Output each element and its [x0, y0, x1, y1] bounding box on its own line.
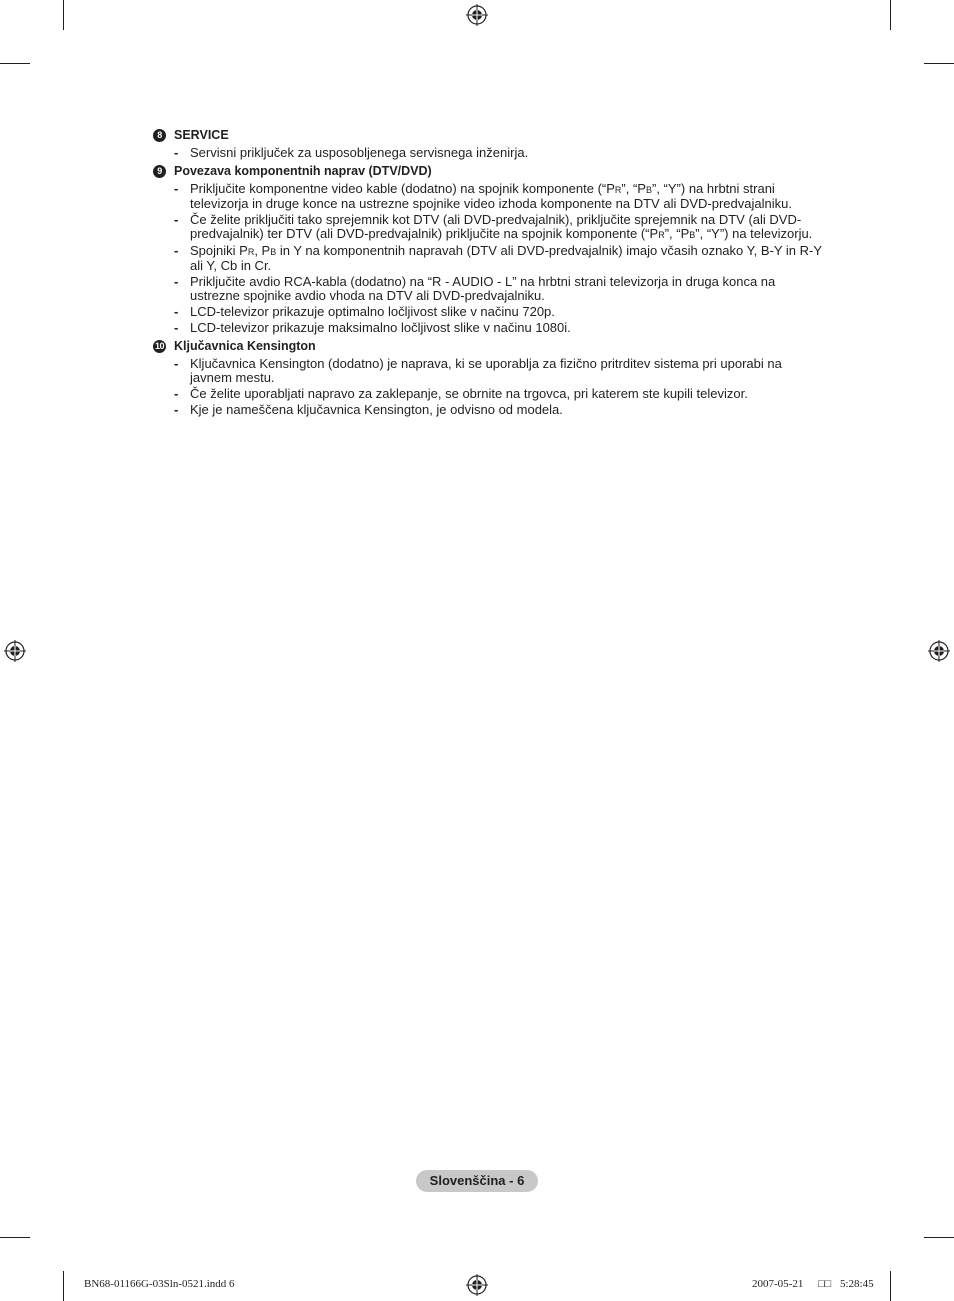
slug-date: 2007-05-21	[752, 1278, 804, 1290]
content	[153, 128, 823, 421]
item-text: Če želite priključiti tako sprejemnik kot DTV (ali DVD-predvajalnik), priključite sprejemnik na DTV (ali DVD-predvajalnik) ter DTV (ali DVD-predvajalnik) priključite na spojnik komponente (“PR”, “PB”, “Y”) na televizorju.	[190, 212, 813, 241]
item-text: LCD-televizor prikazuje optimalno ločljivost slike v načinu 720p.	[190, 304, 555, 319]
dash: -	[174, 181, 179, 196]
section-heading	[153, 128, 823, 142]
item-text: Servisni priključek za usposobljenega servisnega inženirja.	[190, 145, 529, 160]
section-heading	[153, 164, 823, 178]
section-number: 8	[153, 129, 166, 142]
crop-mark	[890, 0, 891, 30]
crop-mark	[63, 1271, 64, 1301]
section-title: Ključavnica Kensington	[174, 339, 316, 353]
registration-mark-icon	[466, 4, 488, 26]
slug-time: 5:28:45	[840, 1278, 874, 1290]
slug-boxes: □□	[818, 1278, 832, 1290]
crop-mark	[0, 1237, 30, 1238]
dash: -	[174, 356, 179, 371]
list-item	[153, 357, 823, 385]
slug-filename: BN68-01166G-03Sln-0521.indd 6	[84, 1278, 235, 1290]
section-number: 9	[153, 165, 166, 178]
list-item	[153, 321, 823, 335]
list-item	[153, 275, 823, 303]
section-kensington	[153, 339, 823, 417]
list-item	[153, 305, 823, 319]
list-item	[153, 213, 823, 242]
registration-mark-icon	[4, 640, 26, 662]
crop-mark	[0, 63, 30, 64]
section-service	[153, 128, 823, 160]
crop-mark	[924, 63, 954, 64]
list-item	[153, 387, 823, 401]
list-item	[153, 182, 823, 211]
item-text: Priključite avdio RCA-kabla (dodatno) na “R - AUDIO - L” na hrbtni strani televizorja in druga konca na ustrezne spojnike avdio vhoda na DTV ali DVD-predvajalniku.	[190, 274, 776, 303]
dash: -	[174, 212, 179, 227]
bullet-list	[153, 182, 823, 335]
item-text: Priključite komponentne video kable (dodatno) na spojnik komponente (“PR”, “PB”, “Y”) na hrbtni strani televizorja in druge konce na ustrezne spojnike video izhoda komponente na DTV ali DVD-predvajalniku.	[190, 181, 792, 211]
item-text: Če želite uporabljati napravo za zaklepanje, se obrnite na trgovca, pri katerem ste kupili televizor.	[190, 386, 748, 401]
dash: -	[174, 320, 179, 335]
list-item	[153, 146, 823, 160]
item-text: LCD-televizor prikazuje maksimalno ločljivost slike v načinu 1080i.	[190, 320, 571, 335]
dash: -	[174, 386, 179, 401]
item-text: Kje je nameščena ključavnica Kensington, je odvisno od modela.	[190, 402, 563, 417]
crop-mark	[890, 1271, 891, 1301]
registration-mark-icon	[466, 1274, 488, 1296]
dash: -	[174, 243, 179, 258]
list-item	[153, 403, 823, 417]
section-title: SERVICE	[174, 128, 229, 142]
section-component	[153, 164, 823, 335]
dash: -	[174, 304, 179, 319]
page-number-label: Slovenščina - 6	[416, 1170, 538, 1192]
bullet-list	[153, 146, 823, 160]
section-heading	[153, 339, 823, 353]
crop-mark	[63, 0, 64, 30]
section-title: Povezava komponentnih naprav (DTV/DVD)	[174, 164, 432, 178]
section-number: 10	[154, 340, 164, 351]
bullet-list	[153, 357, 823, 417]
dash: -	[174, 274, 179, 289]
dash: -	[174, 402, 179, 417]
crop-mark	[924, 1237, 954, 1238]
dash: -	[174, 145, 179, 160]
item-text: Spojniki PR, PB in Y na komponentnih napravah (DTV ali DVD-predvajalnik) imajo včasih oznako Y, B-Y in R-Y ali Y, Cb in Cr.	[190, 243, 822, 273]
item-text: Ključavnica Kensington (dodatno) je naprava, ki se uporablja za fizično pritrditev sistema pri uporabi na javnem mestu.	[190, 356, 782, 385]
registration-mark-icon	[928, 640, 950, 662]
list-item	[153, 244, 823, 273]
